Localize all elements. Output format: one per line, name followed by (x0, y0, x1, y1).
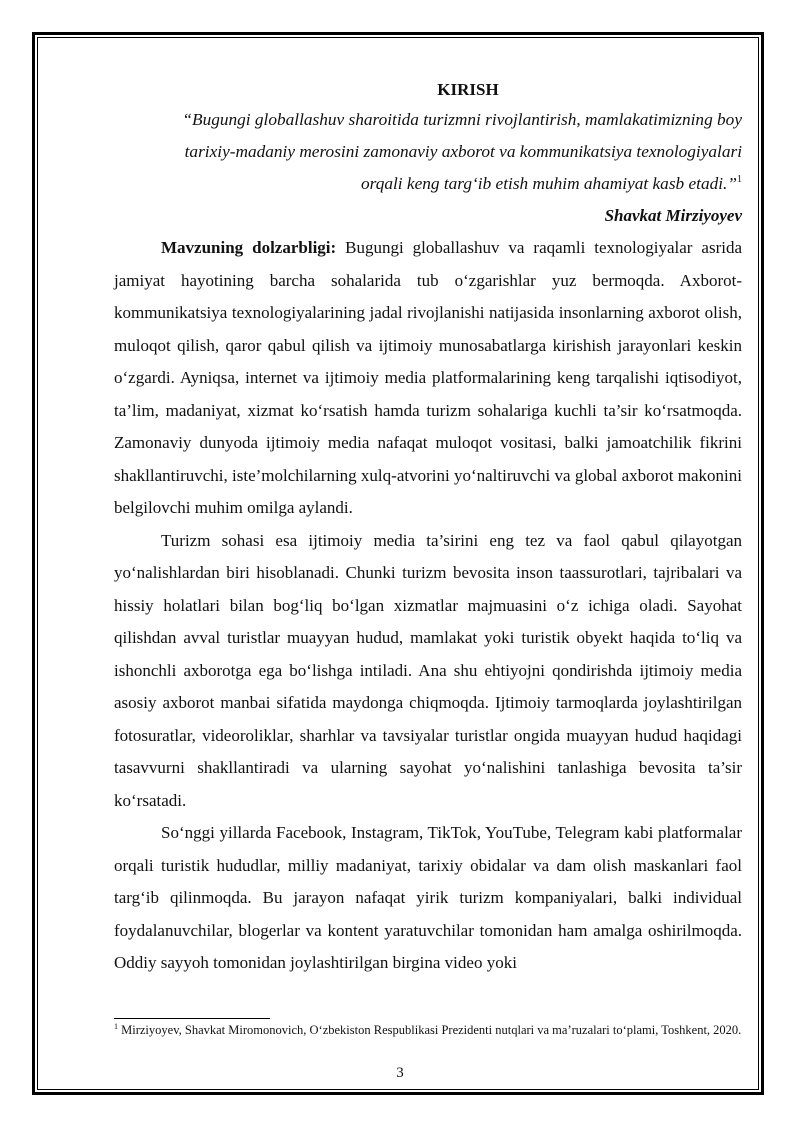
page-content (114, 76, 742, 980)
paragraph-lead: Mavzuning dolzarbligi: (161, 238, 337, 257)
page-number: 3 (396, 1065, 404, 1081)
epigraph-line-1: “Bugungi globallashuv sharoitida turizmni rivojlantirish, mamlakatimizning boy (182, 110, 742, 129)
epigraph (114, 104, 742, 232)
paragraph-relevance (114, 232, 742, 525)
paragraph-text: Bugungi globallashuv va raqamli texnologiyalar asrida jamiyat hayotining barcha sohalarida tub o‘zgarishlar yuz bermoqda. Axborot-kommunikatsiya texnologiyalarining jadal rivojlanishi natijasida insonlarning axborot olish, muloqot qilish, qaror qabul qilish va ijtimoiy munosabatlarga kirishish jarayonlari keskin o‘zgardi. Ayniqsa, internet va ijtimoiy media platformalarining keng tarqalishi iqtisodiyot, ta’lim, madaniyat, xizmat ko‘rsatish hamda turizm sohalariga kuchli ta’sir ko‘rsatmoqda. Zamonaviy dunyoda ijtimoiy media nafaqat muloqot vositasi, balki jamoatchilik fikrini shakllantiruvchi, iste’molchilarning xulq-atvorini yo‘naltiruvchi va global axborot makonini belgilovchi muhim omilga aylandi. (114, 238, 742, 517)
paragraph-tourism: Turizm sohasi esa ijtimoiy media ta’sirini eng tez va faol qabul qilayotgan yo‘nalishlardan biri hisoblanadi. Chunki turizm bevosita inson taassurotlari, tajribalari va hissiy holatlari bilan bog‘liq bo‘lgan xizmatlar majmuasini o‘z ichiga oladi. Sayohat qilishdan avval turistlar muayyan hudud, mamlakat yoki turistik obyekt haqida to‘liq va ishonchli axborotga ega bo‘lishga intiladi. Ana shu ehtiyojni qondirishda ijtimoiy media asosiy axborot manbai sifatida maydonga chiqmoqda. Ijtimoiy tarmoqlarda joylashtirilgan fotosuratlar, videoroliklar, sharhlar va tavsiyalar turistlar ongida muayyan hudud haqidagi tasavvurni shakllantiradi va ularning sayohat yo‘nalishini tanlashiga bevosita ta’sir ko‘rsatadi. (114, 530, 742, 810)
footnote-separator (114, 1018, 270, 1019)
footnote-reference: 1 (737, 174, 742, 186)
epigraph-line-3-text: orqali keng targ‘ib etish muhim ahamiyat kasb etadi.” (361, 174, 737, 193)
paragraph-platforms: So‘nggi yillarda Facebook, Instagram, TikTok, YouTube, Telegram kabi platformalar orqali turistik hududlar, milliy madaniyat, tarixiy obidalar va dam olish maskanlari faol targ‘ib qilinmoqda. Bu jarayon nafaqat yirik turizm kompaniyalari, balki individual foydalanuvchilar, blogerlar va kontent yaratuvchilar tomonidan ham amalga oshirilmoqda. Oddiy sayyoh tomonidan joylashtirilgan birgina video yoki (114, 823, 742, 972)
epigraph-line-3 (114, 168, 742, 200)
footnote-text: Mirziyoyev, Shavkat Miromonovich, O‘zbekiston Respublikasi Prezidenti nutqlari va ma’ruzalari to‘plami, Toshkent, 2020. (118, 1023, 742, 1037)
epigraph-line-2: tarixiy-madaniy merosini zamonaviy axborot va kommunikatsiya texnologiyalari (184, 142, 742, 161)
epigraph-author: Shavkat Mirziyoyev (604, 206, 742, 225)
footnote (114, 1022, 742, 1039)
section-heading: KIRISH (437, 80, 499, 99)
footnote-mark: 1 (114, 1021, 118, 1031)
